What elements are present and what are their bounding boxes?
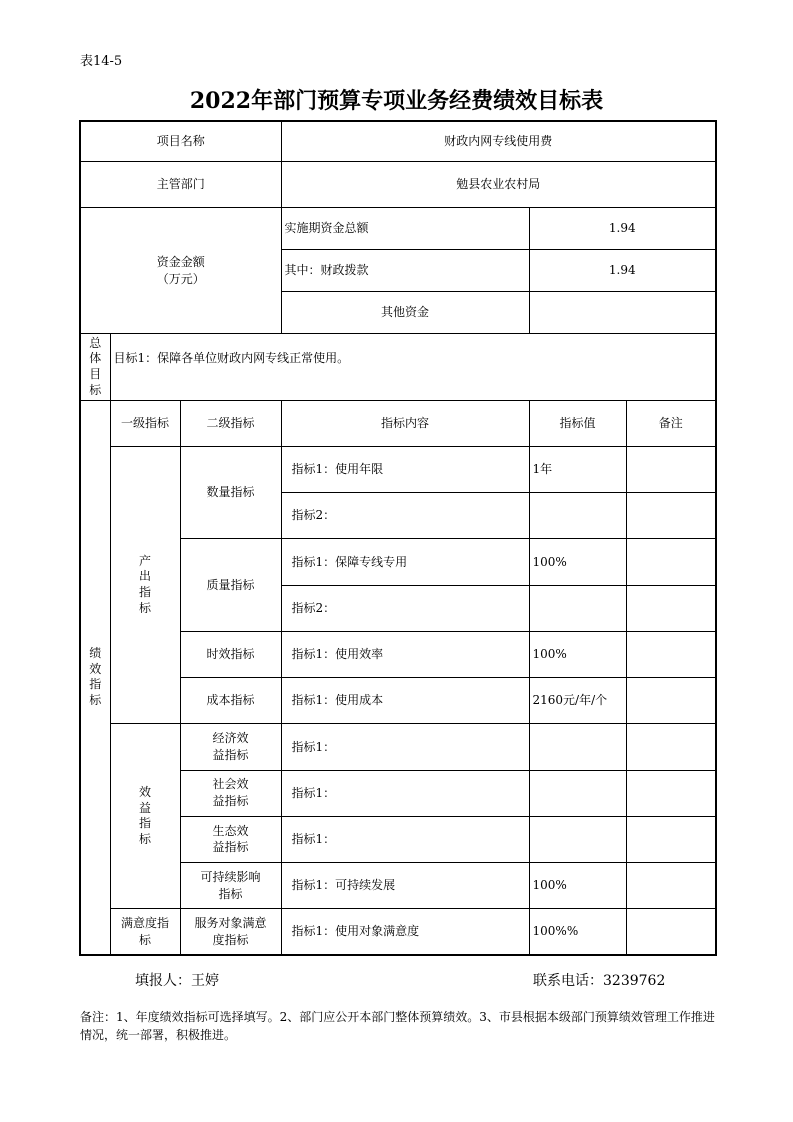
sustainable-note	[626, 862, 716, 908]
social-note	[626, 770, 716, 816]
header-content: 指标内容	[281, 400, 529, 446]
economic-note	[626, 724, 716, 770]
quality-row2-note	[626, 585, 716, 631]
timeliness-note	[626, 631, 716, 677]
satisfaction-note	[626, 909, 716, 955]
social-value	[529, 770, 626, 816]
cost-content: 指标1：使用成本	[281, 678, 529, 724]
quality-row1-note	[626, 539, 716, 585]
social-indicator-label: 社会效益指标	[180, 770, 281, 816]
quantity-row2-note	[626, 493, 716, 539]
quantity-row1-note	[626, 447, 716, 493]
timeliness-indicator-label: 时效指标	[180, 631, 281, 677]
timeliness-content: 指标1：使用效率	[281, 631, 529, 677]
remarks: 备注：1、年度绩效指标可选择填写。2、部门应公开本部门整体预算绩效。3、市县根据本级部门预算绩效管理工作推进情况，统一部署，积极推进。	[80, 1010, 715, 1042]
funds-fiscal-value: 1.94	[529, 250, 716, 292]
timeliness-value: 100%	[529, 631, 626, 677]
indicators-section-label: 绩效指标	[80, 400, 110, 955]
cost-indicator-label: 成本指标	[180, 678, 281, 724]
economic-content: 指标1：	[281, 724, 529, 770]
quantity-row1-value: 1年	[529, 447, 626, 493]
quality-row1: 指标1：保障专线专用	[281, 539, 529, 585]
satisfaction-sub-label: 服务对象满意度指标	[180, 909, 281, 955]
funds-label-cell	[80, 207, 281, 334]
satisfaction-indicator-label: 满意度指标	[110, 909, 180, 955]
sustainable-content: 指标1：可持续发展	[281, 862, 529, 908]
overall-goal-label: 总体目标	[80, 334, 110, 400]
output-indicator-label: 产出指标	[110, 447, 180, 724]
reporter: 填报人：王婷	[135, 973, 219, 989]
header-level1: 一级指标	[110, 400, 180, 446]
satisfaction-content: 指标1：使用对象满意度	[281, 909, 529, 955]
funds-label: 资金金额	[156, 254, 205, 269]
cost-value: 2160元/年/个	[529, 678, 626, 724]
project-name-value: 财政内网专线使用费	[281, 121, 716, 161]
social-content: 指标1：	[281, 770, 529, 816]
header-value: 指标值	[529, 400, 626, 446]
satisfaction-value: 100%%	[529, 909, 626, 955]
project-name-label: 项目名称	[80, 121, 281, 161]
overall-goal-value: 目标1：保障各单位财政内网专线正常使用。	[110, 334, 716, 400]
economic-value	[529, 724, 626, 770]
department-value: 勉县农业农村局	[281, 161, 716, 207]
page-title: 2022年部门预算专项业务经费绩效目标表	[189, 88, 604, 114]
funds-other-value	[529, 292, 716, 334]
quality-row2: 指标2：	[281, 585, 529, 631]
header-level2: 二级指标	[180, 400, 281, 446]
header-note: 备注	[626, 400, 716, 446]
quality-row2-value	[529, 585, 626, 631]
cost-note	[626, 678, 716, 724]
funds-total-label: 实施期资金总额	[281, 207, 529, 249]
department-label: 主管部门	[80, 161, 281, 207]
ecological-note	[626, 816, 716, 862]
performance-target-table	[79, 120, 717, 956]
funds-other-label: 其他资金	[281, 292, 529, 334]
ecological-content: 指标1：	[281, 816, 529, 862]
quantity-row1: 指标1：使用年限	[281, 447, 529, 493]
economic-indicator-label: 经济效益指标	[180, 724, 281, 770]
quantity-row2-value	[529, 493, 626, 539]
quantity-row2: 指标2：	[281, 493, 529, 539]
quality-row1-value: 100%	[529, 539, 626, 585]
sustainable-value: 100%	[529, 862, 626, 908]
ecological-value	[529, 816, 626, 862]
funds-unit: （万元）	[156, 271, 205, 286]
benefit-indicator-label: 效益指标	[110, 724, 180, 909]
quality-indicator-label: 质量指标	[180, 539, 281, 631]
contact-phone: 联系电话：3239762	[533, 973, 666, 989]
funds-total-value: 1.94	[529, 207, 716, 249]
sustainable-indicator-label: 可持续影响指标	[180, 862, 281, 908]
form-number: 表14-5	[80, 54, 123, 69]
funds-fiscal-label: 其中：财政拨款	[281, 250, 529, 292]
quantity-indicator-label: 数量指标	[180, 447, 281, 539]
ecological-indicator-label: 生态效益指标	[180, 816, 281, 862]
